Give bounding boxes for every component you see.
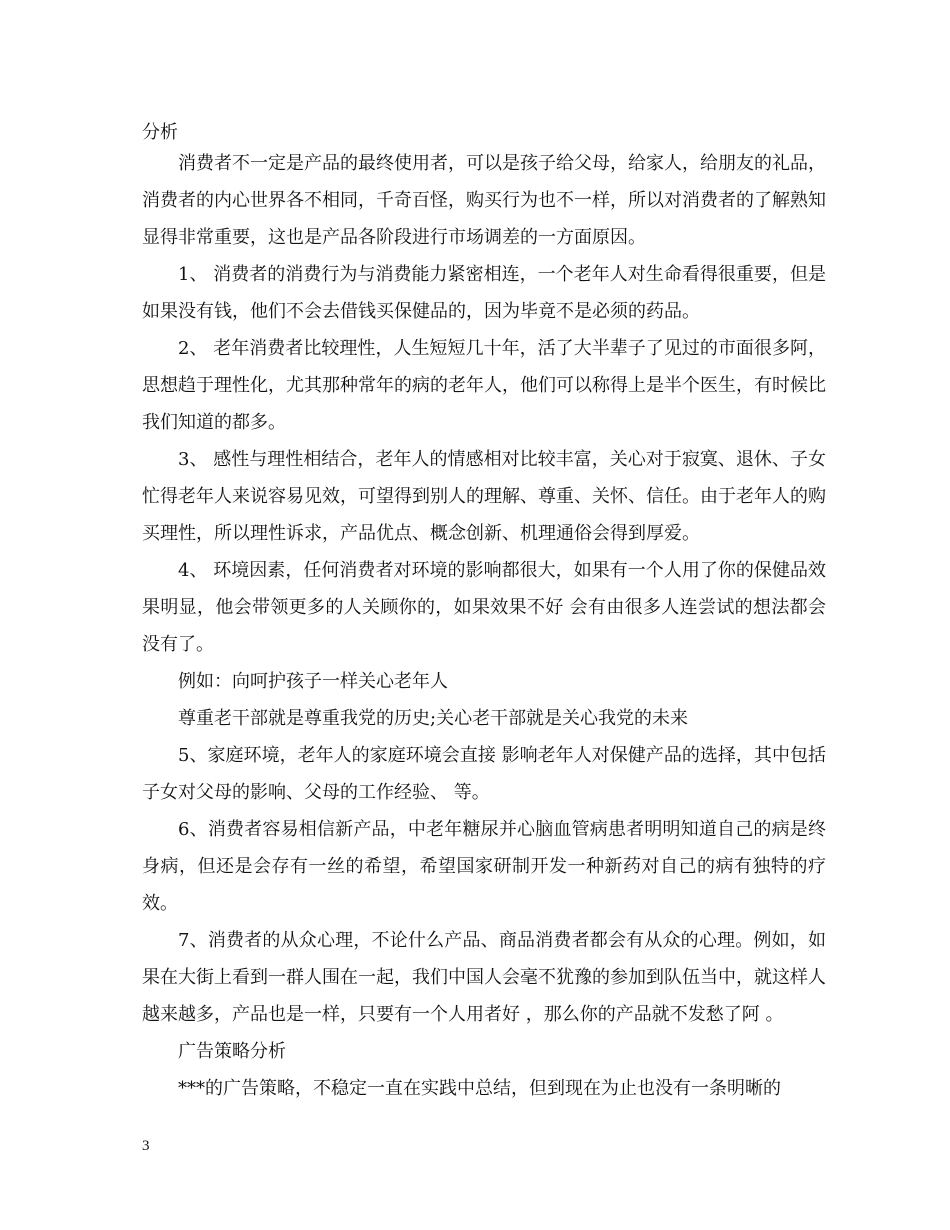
paragraph: 5、家庭环境，老年人的家庭环境会直接 影响老年人对保健产品的选择，其中包括子女对父母的影响、父母的工作经验、 等。 (142, 745, 826, 803)
paragraph: ***的广告策略，不稳定一直在实践中总结，但到现在为止也没有一条明晰的 (178, 1078, 781, 1099)
paragraph: 2、 老年消费者比较理性，人生短短几十年，活了大半辈子了见过的市面很多阿，思想趋于理性化，尤其那种常年的病的老年人，他们可以称得上是半个医生，有时候比我们知道的都多。 (142, 338, 826, 433)
page-number: 3 (142, 1138, 150, 1154)
paragraph: 1、 消费者的消费行为与消费能力紧密相连，一个老年人对生命看得很重要，但是如果没有钱，他们不会去借钱买保健品的，因为毕竟不是必须的药品。 (142, 264, 826, 322)
paragraph: 广告策略分析 (178, 1041, 286, 1062)
paragraph: 3、 感性与理性相结合，老年人的情感相对比较丰富，关心对于寂寞、退休、子女忙得老年人来说容易见效，可望得到别人的理解、尊重、关怀、信任。由于老年人的购买理性，所以理性诉求，产品优点、概念创新、机理通俗会得到厚爱。 (142, 449, 826, 544)
paragraph: 7、消费者的从众心理，不论什么产品、商品消费者都会有从众的心理。例如，如果在大街上看到一群人围在一起，我们中国人会毫不犹豫的参加到队伍当中，就这样人越来越多，产品也是一样，只要有一个人用者好 ，那么你的产品就不发愁了阿 。 (142, 930, 826, 1025)
paragraph: 6、消费者容易相信新产品，中老年糖尿并心脑血管病患者明明知道自己的病是终身病，但还是会存有一丝的希望，希望国家研制开发一种新药对自己的病有独特的疗效。 (142, 819, 826, 914)
section-heading: 分析 (142, 122, 178, 143)
body-text (142, 145, 826, 1107)
paragraph: 消费者不一定是产品的最终使用者，可以是孩子给父母，给家人，给朋友的礼品，消费者的内心世界各不相同，千奇百怪，购买行为也不一样，所以对消费者的了解熟知显得非常重要，这也是产品各阶段进行市场调差的一方面原因。 (142, 153, 826, 248)
paragraph: 4、 环境因素，任何消费者对环境的影响都很大，如果有一个人用了你的保健品效果明显，他会带领更多的人关顾你的，如果效果不好 会有由很多人连尝试的想法都会没有了。 (142, 560, 826, 655)
paragraph: 例如：向呵护孩子一样关心老年人 (178, 671, 448, 692)
paragraph: 尊重老干部就是尊重我党的历史;关心老干部就是关心我党的未来 (178, 708, 689, 729)
